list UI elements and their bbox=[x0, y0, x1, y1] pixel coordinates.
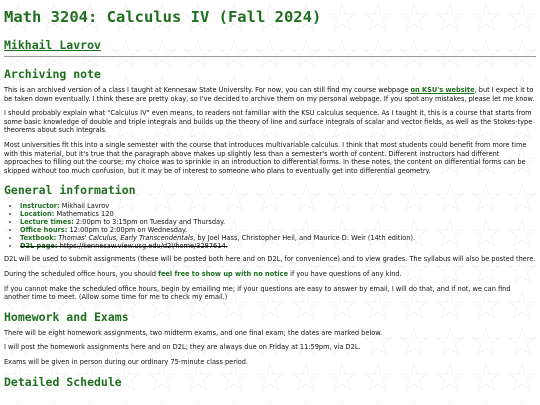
archiving-paragraph-1: This is an archived version of a class I taught at Kennesaw State University. For now, you can still find my course webpage on KSU's website, but I expect it to be taken down eventually. I think these are pretty okay, so I've decided to archive them on my personal webpage. If you spot any mistakes, please let me know. bbox=[4, 86, 535, 103]
section-heading-archiving: Archiving note bbox=[4, 67, 101, 81]
ksu-website-link[interactable]: on KSU's website bbox=[410, 86, 475, 94]
list-item-d2l-page: • D2L page: https://kennesaw.view.usg.edu/d2l/home/3287614. bbox=[20, 242, 536, 250]
homework-paragraph-3: Exams will be given in person during our ordinary 75-minute class period. bbox=[4, 357, 249, 366]
list-item-office-hours: • Office hours: 12:00pm to 2:00pm on Wednesday. bbox=[20, 226, 536, 234]
section-heading-schedule: Detailed Schedule bbox=[4, 374, 122, 389]
general-paragraph-2: During the scheduled office hours, you should feel free to show up with no notice if you have questions of any kind. bbox=[4, 269, 402, 278]
archiving-paragraph-2: I should probably explain what "Calculus IV" even means, to readers not familiar with the KSU calculus sequence. As I taught it, this is a course that starts from some basic knowledge of double and triple integrals and builds up the theory of line and surface integrals of scalar and vector fields, as well as the Stokes-type theorems about such integrals. bbox=[4, 109, 533, 135]
general-info-list bbox=[4, 202, 536, 250]
list-item-instructor: • Instructor: Mikhail Lavrov bbox=[20, 202, 536, 210]
page-title: Math 3204: Calculus IV (Fall 2024) bbox=[4, 8, 322, 26]
author-link[interactable]: Mikhail Lavrov bbox=[4, 38, 101, 52]
list-item-lecture-times: • Lecture times: 2:00pm to 3:15pm on Tuesday and Thursday. bbox=[20, 218, 536, 226]
general-paragraph-3: If you cannot make the scheduled office hours, begin by emailing me; if your questions are easy to answer by email, I will do that, and if not, we can find another time to meet. (Allow some time for me to check my email.) bbox=[4, 284, 511, 302]
section-heading-homework: Homework and Exams bbox=[4, 309, 129, 324]
section-heading-general: General information bbox=[4, 183, 136, 198]
list-item-location: • Location: Mathematics 120 bbox=[20, 210, 536, 218]
archiving-paragraph-3: Most universities fit this into a single semester with the course that introduces multivariable calculus. I think that most students could benefit from more time with this material, but it's true that the paragraph above makes up slightly less than a semester's worth of content. Different instructors had different approaches to filling out the course; my choice was to sprinkle in an introduction to differential forms. In these notes, the content on differential forms can be skipped without too much confusion, but it may be of interest to someone who plans to eventually get into differential geometry. bbox=[4, 140, 527, 175]
homework-paragraph-2: I will post the homework assignments here and on D2L; they are always due on Friday at 11:59pm, via D2L. bbox=[4, 343, 361, 352]
homework-paragraph-1: There will be eight homework assignments, two midterm exams, and one final exam; the dates are marked below. bbox=[4, 328, 383, 337]
general-paragraph-1: D2L will be used to submit assignments (these will be posted both here and on D2L, for convenience) and to view grades. The syllabus will also be posted there. bbox=[4, 255, 536, 264]
title-divider bbox=[4, 56, 536, 57]
list-item-textbook: • Textbook: Thomas' Calculus, Early Transcendentals, by Joel Hass, Christopher Heil, and Maurice D. Weir (14th edition). bbox=[20, 234, 536, 242]
no-notice-highlight: feel free to show up with no notice bbox=[158, 269, 289, 278]
